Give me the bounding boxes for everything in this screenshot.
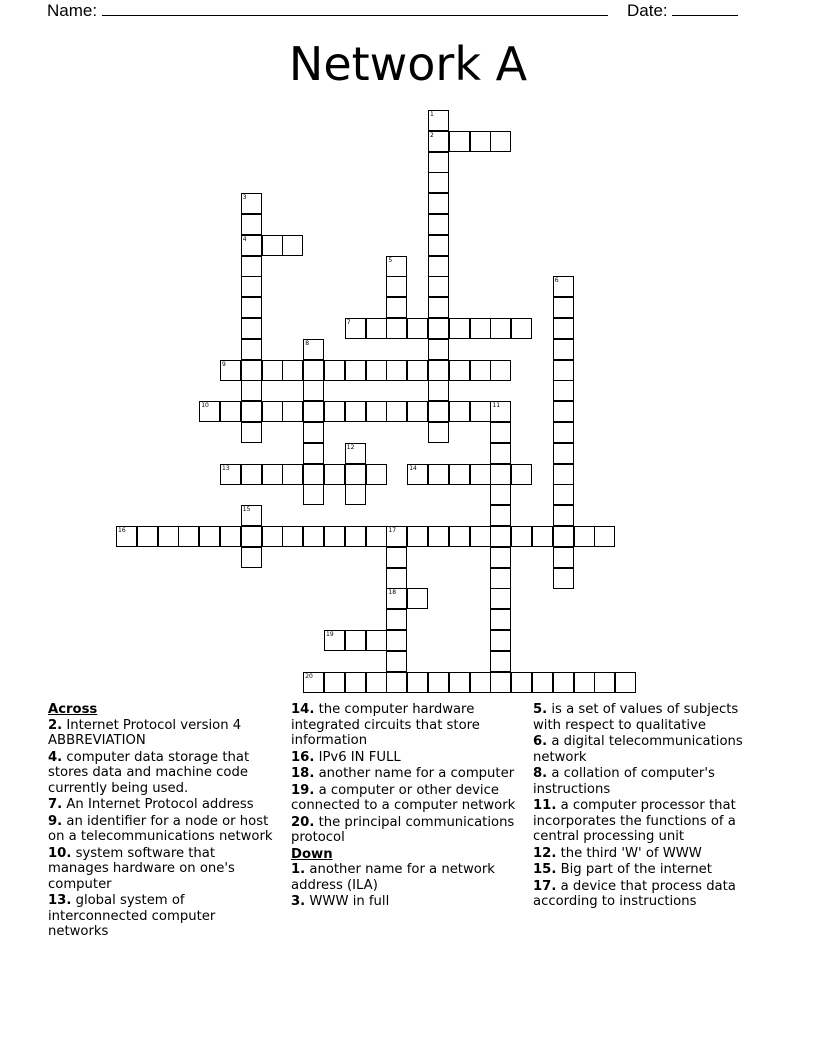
clue-text: a computer processor that incorporates the functions of a central processing unit: [533, 798, 736, 844]
grid-cell[interactable]: [241, 193, 262, 214]
clue-text: WWW in full: [305, 894, 390, 909]
grid-cell[interactable]: [407, 401, 428, 422]
cell-number: 19: [326, 631, 334, 638]
grid-cell[interactable]: [490, 422, 511, 443]
grid-cell[interactable]: [366, 464, 387, 485]
grid-cell[interactable]: [282, 464, 303, 485]
clue-item: [48, 893, 273, 940]
grid-cell[interactable]: [199, 401, 220, 422]
grid-cell[interactable]: [386, 256, 407, 277]
grid-cell[interactable]: [158, 526, 179, 547]
grid-cell[interactable]: [428, 297, 449, 318]
grid-cell[interactable]: [282, 401, 303, 422]
grid-cell[interactable]: [303, 401, 324, 422]
grid-cell[interactable]: [366, 360, 387, 381]
grid-cell[interactable]: [553, 360, 574, 381]
grid-cell[interactable]: [470, 401, 491, 422]
grid-cell[interactable]: [262, 235, 283, 256]
grid-cell[interactable]: [386, 526, 407, 547]
grid-cell[interactable]: [407, 672, 428, 693]
page-title: Network A: [288, 37, 528, 91]
clue-item: [291, 783, 516, 814]
clue-number: 6.: [533, 734, 548, 749]
grid-cell[interactable]: [449, 401, 470, 422]
grid-cell[interactable]: [345, 443, 366, 464]
grid-cell[interactable]: [553, 422, 574, 443]
clue-item: [533, 798, 758, 845]
grid-cell[interactable]: [428, 214, 449, 235]
grid-cell[interactable]: [386, 318, 407, 339]
clue-item: [48, 814, 273, 845]
clue-text: the principal communications protocol: [291, 814, 515, 845]
grid-cell[interactable]: [407, 318, 428, 339]
grid-cell[interactable]: [428, 172, 449, 193]
grid-cell[interactable]: [178, 526, 199, 547]
grid-cell[interactable]: [490, 526, 511, 547]
grid-cell[interactable]: [470, 131, 491, 152]
grid-cell[interactable]: [386, 568, 407, 589]
date-label: Date:: [627, 1, 668, 20]
cell-number: 15: [242, 506, 251, 514]
grid-cell[interactable]: [428, 276, 449, 297]
grid-cell[interactable]: [428, 318, 449, 339]
clue-text: another name for a computer: [314, 766, 515, 781]
grid-cell[interactable]: [241, 318, 262, 339]
grid-cell[interactable]: [490, 464, 511, 485]
grid-cell[interactable]: [241, 401, 262, 422]
clue-item: [291, 862, 516, 893]
grid-cell[interactable]: [470, 318, 491, 339]
grid-cell[interactable]: [262, 401, 283, 422]
grid-cell[interactable]: [241, 360, 262, 381]
grid-cell[interactable]: [386, 276, 407, 297]
grid-cell[interactable]: [386, 297, 407, 318]
clue-number: 11.: [533, 798, 557, 813]
grid-cell[interactable]: [345, 464, 366, 485]
clue-text: system software that manages hardware on one's computer: [48, 845, 235, 892]
grid-cell[interactable]: [262, 526, 283, 547]
grid-cell[interactable]: [220, 360, 241, 381]
grid-cell[interactable]: [553, 276, 574, 297]
clue-number: 3.: [291, 894, 306, 909]
grid-cell[interactable]: [303, 526, 324, 547]
grid-cell[interactable]: [511, 672, 532, 693]
cell-number: 11: [492, 402, 501, 410]
grid-cell[interactable]: [428, 339, 449, 360]
clue-number: 4.: [48, 749, 63, 765]
clue-number: 13.: [48, 893, 72, 908]
cell-number: 6: [554, 277, 559, 285]
grid-cell[interactable]: [470, 672, 491, 693]
clue-item: [48, 797, 273, 813]
cell-number: 8: [305, 339, 310, 347]
grid-cell[interactable]: [386, 547, 407, 568]
name-label: Name:: [47, 1, 98, 20]
clues-column-2: [291, 702, 516, 911]
clue-item: [533, 879, 758, 910]
cell-number: 14: [409, 464, 417, 472]
grid-cell[interactable]: [386, 588, 407, 609]
grid-cell[interactable]: [407, 464, 428, 485]
grid-cell[interactable]: [366, 526, 387, 547]
grid-cell[interactable]: [241, 526, 262, 547]
grid-cell[interactable]: [532, 672, 553, 693]
grid-cell[interactable]: [386, 630, 407, 651]
grid-cell[interactable]: [490, 609, 511, 630]
cell-number: 3: [242, 194, 247, 202]
grid-cell[interactable]: [303, 443, 324, 464]
grid-cell[interactable]: [386, 672, 407, 693]
cell-number: 7: [346, 319, 351, 326]
grid-cell[interactable]: [345, 401, 366, 422]
across-clue-list-continued: [291, 702, 516, 846]
grid-cell[interactable]: [241, 339, 262, 360]
grid-cell[interactable]: [324, 526, 345, 547]
clue-text: is a set of values of subjects with respect to qualitative: [533, 702, 739, 733]
clue-number: 15.: [533, 862, 557, 877]
grid-cell[interactable]: [532, 526, 553, 547]
grid-cell[interactable]: [324, 360, 345, 381]
clue-item: [291, 894, 516, 910]
cell-number: 9: [222, 360, 226, 368]
grid-cell[interactable]: [407, 526, 428, 547]
clue-text: a collation of computer's instructions: [533, 766, 715, 797]
grid-cell[interactable]: [282, 360, 303, 381]
clue-number: 17.: [533, 878, 557, 894]
grid-cell[interactable]: [303, 339, 324, 360]
clue-number: 7.: [48, 797, 63, 812]
clue-text: global system of interconnected computer networks: [48, 893, 216, 939]
clue-text: another name for a network address (ILA): [291, 862, 495, 893]
clue-item: [291, 750, 516, 766]
grid-cell[interactable]: [137, 526, 158, 547]
grid-cell[interactable]: [428, 235, 449, 256]
clue-text: the computer hardware integrated circuits that store information: [291, 702, 480, 748]
grid-cell[interactable]: [428, 380, 449, 401]
grid-cell[interactable]: [345, 318, 366, 339]
clue-item: [291, 815, 516, 846]
grid-cell[interactable]: [553, 401, 574, 422]
grid-cell[interactable]: [241, 422, 262, 443]
clue-item: [533, 734, 758, 765]
grid-cell[interactable]: [428, 131, 449, 152]
clue-number: 16.: [291, 749, 315, 765]
grid-cell[interactable]: [490, 547, 511, 568]
grid-cell[interactable]: [345, 360, 366, 381]
grid-cell[interactable]: [428, 193, 449, 214]
grid-cell[interactable]: [511, 526, 532, 547]
grid-cell[interactable]: [428, 464, 449, 485]
clue-item: [48, 750, 273, 797]
grid-cell[interactable]: [553, 339, 574, 360]
grid-cell[interactable]: [241, 276, 262, 297]
grid-cell[interactable]: [428, 401, 449, 422]
grid-cell[interactable]: [366, 318, 387, 339]
grid-cell[interactable]: [303, 672, 324, 693]
clue-number: 19.: [291, 782, 315, 798]
grid-cell[interactable]: [553, 547, 574, 568]
grid-cell[interactable]: [574, 526, 595, 547]
clues-column-1: [48, 702, 273, 941]
grid-cell[interactable]: [116, 526, 137, 547]
grid-cell[interactable]: [553, 380, 574, 401]
grid-cell[interactable]: [449, 360, 470, 381]
grid-cell[interactable]: [262, 464, 283, 485]
clue-item: [533, 766, 758, 797]
grid-cell[interactable]: [407, 360, 428, 381]
cell-number: 13: [222, 464, 230, 472]
clue-text: IPv6 IN FULL: [314, 749, 401, 765]
across-clue-list: [48, 718, 273, 940]
clue-number: 2.: [48, 717, 63, 733]
grid-cell[interactable]: [366, 672, 387, 693]
clue-item: [291, 766, 516, 782]
grid-cell[interactable]: [241, 380, 262, 401]
grid-cell[interactable]: [282, 526, 303, 547]
grid-cell[interactable]: [449, 672, 470, 693]
grid-cell[interactable]: [428, 110, 449, 131]
grid-cell[interactable]: [220, 401, 241, 422]
down-heading: Down: [291, 846, 333, 862]
grid-cell[interactable]: [449, 318, 470, 339]
clue-item: [291, 702, 516, 749]
grid-cell[interactable]: [594, 526, 615, 547]
grid-cell[interactable]: [324, 464, 345, 485]
grid-cell[interactable]: [241, 297, 262, 318]
clue-item: [533, 862, 758, 878]
grid-cell[interactable]: [386, 609, 407, 630]
grid-cell[interactable]: [366, 401, 387, 422]
grid-cell[interactable]: [490, 630, 511, 651]
grid-cell[interactable]: [470, 360, 491, 381]
clue-item: [48, 718, 273, 749]
grid-cell[interactable]: [241, 505, 262, 526]
clue-number: 20.: [291, 814, 315, 830]
grid-cell[interactable]: [553, 505, 574, 526]
grid-cell[interactable]: [553, 672, 574, 693]
grid-cell[interactable]: [490, 588, 511, 609]
cell-number: 17: [388, 527, 397, 534]
grid-cell[interactable]: [490, 360, 511, 381]
grid-cell[interactable]: [428, 422, 449, 443]
cell-number: 4: [242, 235, 247, 243]
grid-cell[interactable]: [241, 256, 262, 277]
grid-cell[interactable]: [553, 484, 574, 505]
cell-number: 18: [388, 589, 397, 597]
cell-number: 1: [430, 111, 434, 118]
grid-cell[interactable]: [386, 360, 407, 381]
grid-cell[interactable]: [553, 318, 574, 339]
cell-number: 16: [118, 527, 126, 534]
grid-cell[interactable]: [490, 484, 511, 505]
grid-cell[interactable]: [262, 360, 283, 381]
grid-cell[interactable]: [220, 464, 241, 485]
grid-cell[interactable]: [345, 630, 366, 651]
across-heading: Across: [48, 702, 98, 717]
grid-cell[interactable]: [241, 235, 262, 256]
grid-cell[interactable]: [574, 672, 595, 693]
grid-cell[interactable]: [199, 526, 220, 547]
grid-cell[interactable]: [490, 443, 511, 464]
grid-cell[interactable]: [428, 256, 449, 277]
clue-item: [533, 846, 758, 862]
clue-text: computer data storage that stores data and machine code currently being used.: [48, 749, 250, 796]
grid-cell[interactable]: [449, 526, 470, 547]
grid-cell[interactable]: [490, 401, 511, 422]
grid-cell[interactable]: [220, 526, 241, 547]
grid-cell[interactable]: [490, 131, 511, 152]
grid-cell[interactable]: [241, 464, 262, 485]
grid-cell[interactable]: [449, 464, 470, 485]
grid-cell[interactable]: [511, 318, 532, 339]
clue-number: 14.: [291, 702, 315, 717]
grid-cell[interactable]: [594, 672, 615, 693]
grid-cell[interactable]: [470, 464, 491, 485]
grid-cell[interactable]: [428, 360, 449, 381]
grid-cell[interactable]: [553, 526, 574, 547]
grid-cell[interactable]: [303, 360, 324, 381]
grid-cell[interactable]: [345, 672, 366, 693]
grid-cell[interactable]: [282, 235, 303, 256]
cell-number: 10: [201, 402, 209, 410]
grid-cell[interactable]: [615, 672, 636, 693]
grid-cell[interactable]: [241, 547, 262, 568]
grid-cell[interactable]: [490, 505, 511, 526]
grid-cell[interactable]: [490, 568, 511, 589]
clue-item: [533, 702, 758, 733]
cell-number: 20: [305, 672, 313, 680]
grid-cell[interactable]: [511, 464, 532, 485]
grid-cell[interactable]: [303, 484, 324, 505]
clue-number: 12.: [533, 845, 557, 861]
clue-text: Big part of the internet: [556, 862, 712, 877]
grid-cell[interactable]: [241, 214, 262, 235]
grid-cell[interactable]: [449, 131, 470, 152]
clue-text: a digital telecommunications network: [533, 734, 743, 765]
down-clue-list: [291, 862, 516, 910]
clue-number: 5.: [533, 702, 548, 717]
grid-cell[interactable]: [490, 672, 511, 693]
grid-cell[interactable]: [553, 568, 574, 589]
clue-number: 9.: [48, 813, 63, 829]
grid-cell[interactable]: [407, 588, 428, 609]
clue-number: 1.: [291, 862, 306, 877]
grid-cell[interactable]: [324, 401, 345, 422]
grid-cell[interactable]: [345, 526, 366, 547]
grid-cell[interactable]: [345, 484, 366, 505]
grid-cell[interactable]: [553, 297, 574, 318]
clue-text: a computer or other device connected to a computer network: [291, 782, 516, 813]
cell-number: 2: [430, 131, 434, 139]
clue-text: the third 'W' of WWW: [556, 845, 702, 861]
clue-text: an identifier for a node or host on a telecommunications network: [48, 813, 273, 844]
grid-cell[interactable]: [324, 630, 345, 651]
grid-cell[interactable]: [470, 526, 491, 547]
grid-cell[interactable]: [303, 464, 324, 485]
grid-cell[interactable]: [428, 526, 449, 547]
grid-cell[interactable]: [386, 651, 407, 672]
clue-number: 10.: [48, 845, 72, 861]
grid-cell[interactable]: [303, 380, 324, 401]
clue-number: 18.: [291, 766, 315, 781]
grid-cell[interactable]: [553, 464, 574, 485]
clues-column-3: [533, 702, 758, 911]
cell-number: 12: [346, 443, 355, 451]
cell-number: 5: [388, 256, 393, 264]
clue-text: a device that process data according to instructions: [533, 878, 736, 909]
grid-cell[interactable]: [303, 422, 324, 443]
grid-cell[interactable]: [490, 651, 511, 672]
clue-item: [48, 846, 273, 893]
grid-cell[interactable]: [428, 152, 449, 173]
grid-cell[interactable]: [553, 443, 574, 464]
clue-text: An Internet Protocol address: [62, 797, 254, 812]
clue-number: 8.: [533, 766, 548, 781]
grid-cell[interactable]: [386, 401, 407, 422]
grid-cell[interactable]: [428, 672, 449, 693]
grid-cell[interactable]: [366, 630, 387, 651]
clue-text: Internet Protocol version 4 ABBREVIATION: [48, 717, 242, 748]
grid-cell[interactable]: [324, 672, 345, 693]
down-clue-list-continued: [533, 702, 758, 910]
grid-cell[interactable]: [490, 318, 511, 339]
